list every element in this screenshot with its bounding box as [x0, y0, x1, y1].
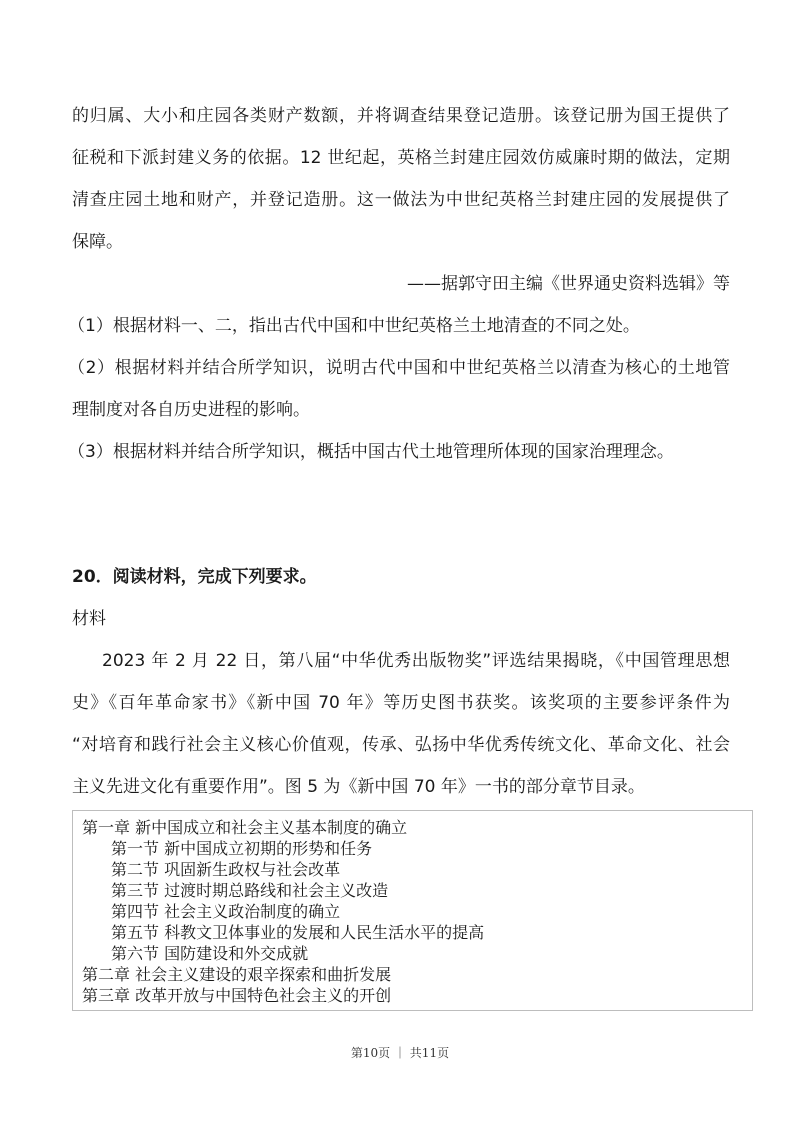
material-one-line-4: 保障。	[72, 232, 123, 252]
material-one-line-1: 的归属、大小和庄园各类财产数额，并将调查结果登记造册。该登记册为国王提供了	[72, 106, 730, 126]
material-label: 材料	[72, 609, 106, 629]
question-20-heading: 20．阅读材料，完成下列要求。	[72, 567, 317, 587]
question-2-line-2: 理制度对各自历史进程的影响。	[72, 400, 310, 420]
toc-section-4: 第四节 社会主义政治制度的确立	[111, 902, 341, 921]
material-one-line-2: 征税和下派封建义务的依据。12 世纪起，英格兰封建庄园效仿威廉时期的做法，定期	[72, 148, 730, 168]
table-of-contents-box	[72, 810, 753, 1011]
q20-paragraph-line-2: 史》《百年革命家书》《新中国 70 年》等历史图书获奖。该奖项的主要参评条件为	[72, 693, 730, 713]
material-one-line-3: 清查庄园土地和财产，并登记造册。这一做法为中世纪英格兰封建庄园的发展提供了	[72, 190, 730, 210]
toc-section-2: 第二节 巩固新生政权与社会改革	[111, 860, 341, 879]
source-citation: ——据郭守田主编《世界通史资料选辑》等	[407, 274, 730, 294]
toc-section-6: 第六节 国防建设和外交成就	[111, 944, 309, 963]
q20-paragraph-line-3: “对培育和践行社会主义核心价值观，传承、弘扬中华优秀传统文化、革命文化、社会	[72, 735, 730, 755]
q20-paragraph-line-1: 2023 年 2 月 22 日，第八届“中华优秀出版物奖”评选结果揭晓，《中国管理思想	[102, 651, 730, 671]
toc-chapter-2: 第二章 社会主义建设的艰辛探索和曲折发展	[82, 965, 392, 984]
question-3: （3）根据材料并结合所学知识，概括中国古代土地管理所体现的国家治理理念。	[68, 442, 674, 462]
toc-section-3: 第三节 过渡时期总路线和社会主义改造	[111, 881, 389, 900]
question-1: （1）根据材料一、二，指出古代中国和中世纪英格兰土地清查的不同之处。	[68, 316, 640, 336]
toc-section-1: 第一节 新中国成立初期的形势和任务	[111, 839, 373, 858]
page-footer: 第10页 ｜ 共11页	[350, 1046, 450, 1060]
toc-chapter-3: 第三章 改革开放与中国特色社会主义的开创	[82, 986, 392, 1005]
toc-chapter-1: 第一章 新中国成立和社会主义基本制度的确立	[82, 818, 408, 837]
toc-section-5: 第五节 科教文卫体事业的发展和人民生活水平的提高	[111, 923, 485, 942]
q20-paragraph-line-4: 主义先进文化有重要作用”。图 5 为《新中国 70 年》一书的部分章节目录。	[72, 777, 645, 797]
question-2-line-1: （2）根据材料并结合所学知识，说明古代中国和中世纪英格兰以清查为核心的土地管	[68, 358, 730, 378]
